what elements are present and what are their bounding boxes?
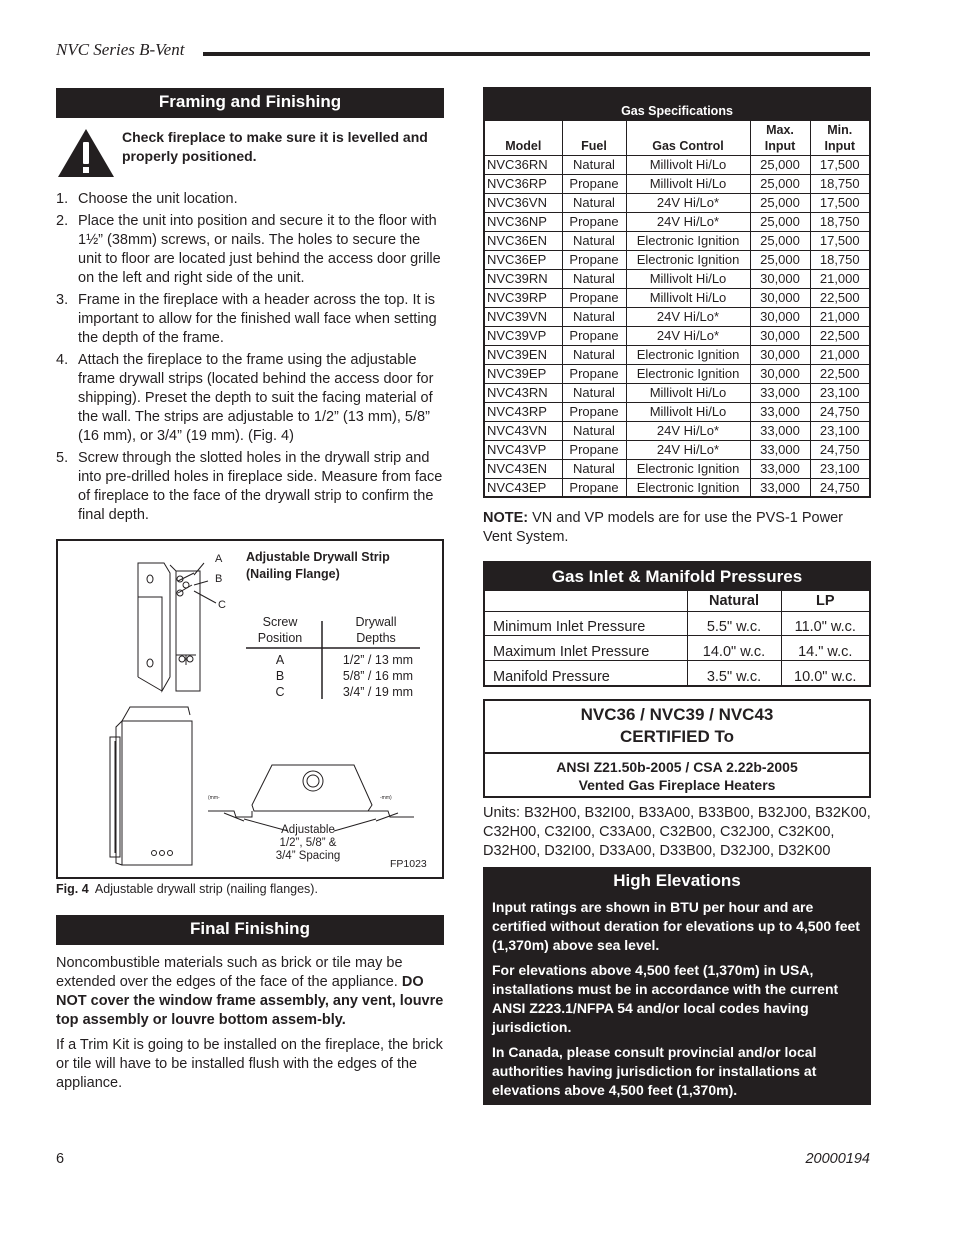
table-cell: Natural xyxy=(562,345,626,364)
screw-pos-b: B xyxy=(275,669,285,683)
table-row xyxy=(484,288,870,307)
final-finishing-paragraph-1 xyxy=(56,954,444,1030)
table-cell: 23,100 xyxy=(810,459,870,478)
table-cell: 24,750 xyxy=(810,402,870,421)
table-cell: NVC39EN xyxy=(484,345,562,364)
table-row xyxy=(484,269,870,288)
certification-title xyxy=(485,701,869,754)
left-column xyxy=(56,88,444,1093)
table-row xyxy=(484,478,870,497)
table-cell: 5.5" w.c. xyxy=(687,611,781,636)
table-cell: Propane xyxy=(562,402,626,421)
final-finishing-paragraph-2: If a Trim Kit is going to be installed on the fireplace, the brick or tile will have to be installed flush with the edges of the appliance. xyxy=(56,1037,443,1091)
step-number: 2. xyxy=(56,213,69,229)
table-row xyxy=(484,364,870,383)
table-cell: Electronic Ignition xyxy=(626,231,750,250)
framing-steps xyxy=(56,190,444,525)
table-cell: 25,000 xyxy=(750,193,810,212)
table-cell: Natural xyxy=(562,231,626,250)
table-cell: Propane xyxy=(562,174,626,193)
table-cell: 33,000 xyxy=(750,440,810,459)
table-cell: Natural xyxy=(562,307,626,326)
table-row xyxy=(484,231,870,250)
table-cell: NVC43EP xyxy=(484,478,562,497)
table-cell: Millivolt Hi/Lo xyxy=(626,383,750,402)
certification-standard xyxy=(485,754,869,796)
column-header: Min. Input xyxy=(810,120,870,155)
note-text: VN and VP models are for use the PVS-1 Power Vent System. xyxy=(483,510,843,545)
table-cell: 25,000 xyxy=(750,212,810,231)
table-cell: 18,750 xyxy=(810,250,870,269)
table-cell: 14.0" w.c. xyxy=(687,636,781,661)
certification-box xyxy=(483,699,871,798)
table-cell: Electronic Ignition xyxy=(626,459,750,478)
table-cell: 10.0" w.c. xyxy=(781,660,869,685)
list-item xyxy=(56,291,444,348)
column-header-blank xyxy=(485,591,687,611)
table-cell: Millivolt Hi/Lo xyxy=(626,174,750,193)
spacing-line2: 1/2”, 5/8” & xyxy=(279,837,337,849)
figure-caption-label: Fig. 4 xyxy=(56,882,89,896)
table-cell: 25,000 xyxy=(750,231,810,250)
table-row xyxy=(484,307,870,326)
table-cell: 30,000 xyxy=(750,269,810,288)
table-row xyxy=(484,459,870,478)
table-cell: 33,000 xyxy=(750,478,810,497)
table-cell: 24,750 xyxy=(810,440,870,459)
list-item xyxy=(56,351,444,446)
table-cell: Millivolt Hi/Lo xyxy=(626,402,750,421)
pressures-table xyxy=(485,591,869,685)
table-cell: Natural xyxy=(562,193,626,212)
table-cell: NVC36EP xyxy=(484,250,562,269)
table-cell: 17,500 xyxy=(810,155,870,174)
column-header: Gas Control xyxy=(626,120,750,155)
table-row xyxy=(484,212,870,231)
table-cell: 24V Hi/Lo* xyxy=(626,440,750,459)
screw-pos-a: A xyxy=(275,653,285,667)
table-cell: 30,000 xyxy=(750,326,810,345)
standard-number: ANSI Z21.50b-2005 / CSA 2.22b-2005 xyxy=(556,758,798,775)
table-cell: NVC36RN xyxy=(484,155,562,174)
table-cell: 14." w.c. xyxy=(781,636,869,661)
table-cell: 25,000 xyxy=(750,155,810,174)
gas-specifications-rows xyxy=(484,155,870,497)
column-header: Natural xyxy=(687,591,781,611)
figure-4 xyxy=(56,539,444,879)
warning-text: Check fireplace to make sure it is levelled and properly positioned. xyxy=(122,129,428,164)
screw-col-line1: Screw xyxy=(262,615,298,629)
table-cell: 24V Hi/Lo* xyxy=(626,326,750,345)
step-text: Frame in the fireplace with a header across the top. It is important to allow for the finished wall face when setting the depth of the frame. xyxy=(78,292,437,346)
certification-models: NVC36 / NVC39 / NVC43 xyxy=(580,704,774,724)
step-text: Screw through the slotted holes in the drywall strip and into pre-drilled holes in fireplace side. Measure from face of fireplace to the face of the drywall strip to confirm the final depth. xyxy=(78,450,443,523)
table-cell: Propane xyxy=(562,478,626,497)
table-row xyxy=(484,383,870,402)
table-cell: NVC43RN xyxy=(484,383,562,402)
table-cell: NVC39RN xyxy=(484,269,562,288)
column-header: Max. Input xyxy=(750,120,810,155)
label-c: C xyxy=(218,599,226,611)
screw-col-line2: Position xyxy=(257,631,303,645)
certified-units: Units: B32H00, B32I00, B33A00, B33B00, B32J00, B32K00, C32H00, C32I00, C33A00, C32B00, C32J00, C32K00, D32H00, D32I00, D33A00, D33B00, D32J00, D32K00 xyxy=(483,804,871,859)
spacing-line1: Adjustable xyxy=(281,824,335,836)
framing-heading: Framing and Finishing xyxy=(56,88,444,118)
right-column xyxy=(483,87,871,1105)
table-row xyxy=(484,174,870,193)
table-cell: Electronic Ignition xyxy=(626,250,750,269)
high-elevations-paragraph: In Canada, please consult provincial and/or local authorities having jurisdiction for installations at elevations above 4,500 feet (1,370m). xyxy=(492,1043,817,1098)
table-cell: NVC43VP xyxy=(484,440,562,459)
table-cell: Propane xyxy=(562,326,626,345)
table-cell: 21,000 xyxy=(810,269,870,288)
page-number: 6 xyxy=(56,1151,65,1167)
table-cell: Propane xyxy=(562,440,626,459)
table-cell: NVC36RP xyxy=(484,174,562,193)
table-cell: 30,000 xyxy=(750,364,810,383)
depth-13mm: 1/2” / 13 mm xyxy=(342,653,414,667)
gas-specifications-heading: Gas Specifications xyxy=(484,88,870,120)
table-header-row xyxy=(485,591,869,611)
step-number: 3. xyxy=(56,292,69,308)
table-cell: Natural xyxy=(562,459,626,478)
table-cell: Natural xyxy=(562,155,626,174)
table-cell: NVC43EN xyxy=(484,459,562,478)
table-cell: 33,000 xyxy=(750,402,810,421)
table-cell: 17,500 xyxy=(810,193,870,212)
high-elevations-box xyxy=(483,867,871,1105)
high-elevations-paragraph: For elevations above 4,500 feet (1,370m) in USA, installations must be in accordance with the current ANSI Z223.1/NFPA 54 and/or local codes having jurisdiction. xyxy=(492,961,839,1035)
table-cell: NVC39VP xyxy=(484,326,562,345)
table-cell: NVC39RP xyxy=(484,288,562,307)
table-row xyxy=(485,636,869,661)
table-cell: NVC43VN xyxy=(484,421,562,440)
list-item xyxy=(56,190,444,209)
step-number: 1. xyxy=(56,191,69,207)
table-row xyxy=(484,345,870,364)
table-cell: Natural xyxy=(562,269,626,288)
table-cell: Millivolt Hi/Lo xyxy=(626,269,750,288)
table-cell: 24,750 xyxy=(810,478,870,497)
table-cell: 30,000 xyxy=(750,307,810,326)
depth-16mm: 5/8” / 16 mm xyxy=(342,669,414,683)
column-header: LP xyxy=(781,591,869,611)
high-elevations-paragraph: Input ratings are shown in BTU per hour and are certified without deration for elevations up to 4,500 feet (1,370m) above sea level. xyxy=(492,898,860,953)
gas-note xyxy=(483,509,871,547)
warning-block xyxy=(56,127,444,179)
svg-text:(mm-: (mm- xyxy=(208,795,220,801)
table-row xyxy=(484,155,870,174)
table-cell: 24V Hi/Lo* xyxy=(626,212,750,231)
figure-caption-text: Adjustable drywall strip (nailing flanges). xyxy=(94,882,318,896)
table-cell: NVC36EN xyxy=(484,231,562,250)
table-cell: Propane xyxy=(562,212,626,231)
step-number: 5. xyxy=(56,450,69,466)
gas-specifications-table xyxy=(483,87,871,498)
table-cell: Electronic Ignition xyxy=(626,364,750,383)
table-row xyxy=(485,660,869,685)
table-cell: Minimum Inlet Pressure xyxy=(485,611,687,636)
list-item xyxy=(56,212,444,288)
step-text: Attach the fireplace to the frame using the adjustable frame drywall strips (located behind the access door for shipping). Preset the depth to suit the facing material of the wall. The strips are adjustable to 1/2” (13 mm), 5/8” (16 mm), or 3/4” (19 mm). (Fig. 4) xyxy=(78,352,434,444)
label-a: A xyxy=(215,553,223,565)
table-cell: Propane xyxy=(562,250,626,269)
table-row xyxy=(485,611,869,636)
figure-caption xyxy=(56,882,444,896)
table-cell: 23,100 xyxy=(810,383,870,402)
table-cell: Millivolt Hi/Lo xyxy=(626,288,750,307)
svg-text:-mm): -mm) xyxy=(380,795,392,801)
certification-certified-to: CERTIFIED To xyxy=(620,726,734,746)
drywall-strip-illustration xyxy=(58,541,442,877)
table-cell: 33,000 xyxy=(750,421,810,440)
step-text: Place the unit into position and secure it to the floor with 1½” (38mm) screws, or nails. The holes to secure the unit to floor are located just behind the access door grille on the left and right side of the unit. xyxy=(78,213,441,286)
table-cell: NVC43RP xyxy=(484,402,562,421)
depth-col-line2: Depths xyxy=(356,631,396,645)
table-cell: Natural xyxy=(562,383,626,402)
table-cell: Millivolt Hi/Lo xyxy=(626,155,750,174)
table-row xyxy=(484,402,870,421)
final-finishing-warning: DO NOT cover the window frame assembly, any vent, louvre top assembly or louvre bottom assem-bly. xyxy=(56,974,444,1028)
running-header-title: NVC Series B-Vent xyxy=(56,40,185,59)
figure-title-line2: (Nailing Flange) xyxy=(246,567,340,581)
table-row xyxy=(484,440,870,459)
column-header: Model xyxy=(484,120,562,155)
table-cell: 24V Hi/Lo* xyxy=(626,193,750,212)
table-cell: 17,500 xyxy=(810,231,870,250)
final-finishing-heading: Final Finishing xyxy=(56,915,444,945)
table-cell: NVC39EP xyxy=(484,364,562,383)
table-cell: 11.0" w.c. xyxy=(781,611,869,636)
table-cell: Propane xyxy=(562,288,626,307)
high-elevations-heading: High Elevations xyxy=(613,870,741,890)
pressures-rows xyxy=(485,611,869,685)
table-cell: Propane xyxy=(562,364,626,383)
pressures-heading: Gas Inlet & Manifold Pressures xyxy=(485,563,869,591)
table-cell: Electronic Ignition xyxy=(626,478,750,497)
step-number: 4. xyxy=(56,352,69,368)
figure-title-line1: Adjustable Drywall Strip xyxy=(246,550,390,564)
spacing-line3: 3/4” Spacing xyxy=(275,850,341,862)
table-cell: NVC36VN xyxy=(484,193,562,212)
warning-triangle-icon xyxy=(56,127,116,179)
table-row xyxy=(484,326,870,345)
table-cell: 22,500 xyxy=(810,364,870,383)
screw-pos-c: C xyxy=(275,685,285,699)
document-number: 20000194 xyxy=(805,1151,870,1167)
table-cell: Electronic Ignition xyxy=(626,345,750,364)
label-b: B xyxy=(215,573,223,585)
figure-code: FP1023 xyxy=(390,858,427,870)
table-cell: 21,000 xyxy=(810,307,870,326)
table-cell: 33,000 xyxy=(750,459,810,478)
column-header: Fuel xyxy=(562,120,626,155)
depth-col-line1: Drywall xyxy=(355,615,397,629)
standard-name: Vented Gas Fireplace Heaters xyxy=(578,776,776,793)
table-row xyxy=(484,421,870,440)
table-cell: NVC36NP xyxy=(484,212,562,231)
table-cell: 24V Hi/Lo* xyxy=(626,421,750,440)
table-cell: 30,000 xyxy=(750,345,810,364)
table-cell: Maximum Inlet Pressure xyxy=(485,636,687,661)
table-cell: 21,000 xyxy=(810,345,870,364)
final-finishing-text: Noncombustible materials such as brick or tile may be extended over the edges of the face of the appliance. xyxy=(56,955,403,990)
step-text: Choose the unit location. xyxy=(78,191,238,207)
pressures-box xyxy=(483,561,871,687)
table-cell: 3.5" w.c. xyxy=(687,660,781,685)
table-cell: 30,000 xyxy=(750,288,810,307)
table-cell: NVC39VN xyxy=(484,307,562,326)
table-cell: Natural xyxy=(562,421,626,440)
table-cell: Manifold Pressure xyxy=(485,660,687,685)
table-cell: 18,750 xyxy=(810,174,870,193)
note-label: NOTE: xyxy=(483,510,529,526)
table-row xyxy=(484,250,870,269)
table-cell: 25,000 xyxy=(750,250,810,269)
table-cell: 25,000 xyxy=(750,174,810,193)
table-cell: 22,500 xyxy=(810,288,870,307)
table-cell: 24V Hi/Lo* xyxy=(626,307,750,326)
table-cell: 18,750 xyxy=(810,212,870,231)
table-cell: 33,000 xyxy=(750,383,810,402)
table-cell: 23,100 xyxy=(810,421,870,440)
header-rule xyxy=(203,52,870,56)
list-item xyxy=(56,449,444,525)
table-header-row xyxy=(484,120,870,155)
table-row xyxy=(484,193,870,212)
depth-19mm: 3/4” / 19 mm xyxy=(342,685,414,699)
table-cell: 22,500 xyxy=(810,326,870,345)
